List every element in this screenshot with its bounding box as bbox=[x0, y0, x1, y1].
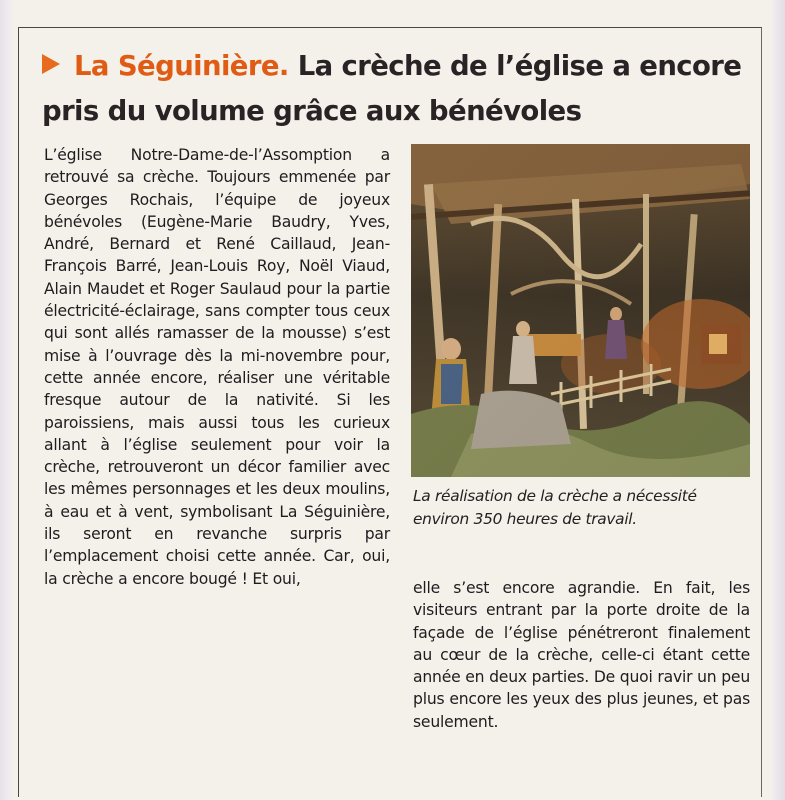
column-2-text: elle s’est encore agrandie. En fait, les visiteurs entrant par la porte droite de la façade de l’église pénétreront finalement au cœur de la crèche, celle-ci étant cette année en deux parties. De quoi ravir un peu plus encore les yeux des plus jeunes, et pas seulement. bbox=[413, 579, 750, 731]
column-1-text: L’église Notre-Dame-de-l’Assomption a retrouvé sa crèche. Toujours emmenée par Georges Rochais, l’équipe de joyeux bénévoles (Eugène-Marie Baudry, Yves, André, Bernard et René Caillaud, Jean-François Barré, Jean-Louis Roy, Noël Viaud, Alain Maudet et Roger Saulaud pour la partie électricité-éclairage, sans compter tous ceux qui sont allés ramasser de la mousse) s’est mise à l’ouvrage dès la mi-novembre pour, cette année encore, réaliser une véritable fresque autour de la nativité. Si les paroissiens, mais aussi tous les curieux allant à l’église seulement pour voir la crèche, retrouveront un décor familier avec les mêmes personnages et les deux moulins, à eau et à vent, symbolisant La Séguinière, ils seront en revanche surpris par l’emplacement choisi cette année. Car, oui, la crèche a encore bougé ! Et oui, bbox=[44, 146, 390, 588]
article-column-1 bbox=[44, 144, 390, 590]
page-edge-left bbox=[0, 0, 14, 800]
play-arrow-icon bbox=[42, 54, 60, 74]
page-edge-right bbox=[771, 0, 785, 800]
headline bbox=[42, 44, 762, 134]
photo-caption: La réalisation de la crèche a nécessité environ 350 heures de travail. bbox=[413, 487, 697, 528]
headline-place: La Séguinière. bbox=[74, 50, 289, 82]
creche-photo bbox=[411, 144, 750, 477]
headline-title: La crèche de l’église a encore pris du volume grâce aux bénévoles bbox=[42, 50, 742, 127]
article-column-2 bbox=[413, 577, 750, 733]
